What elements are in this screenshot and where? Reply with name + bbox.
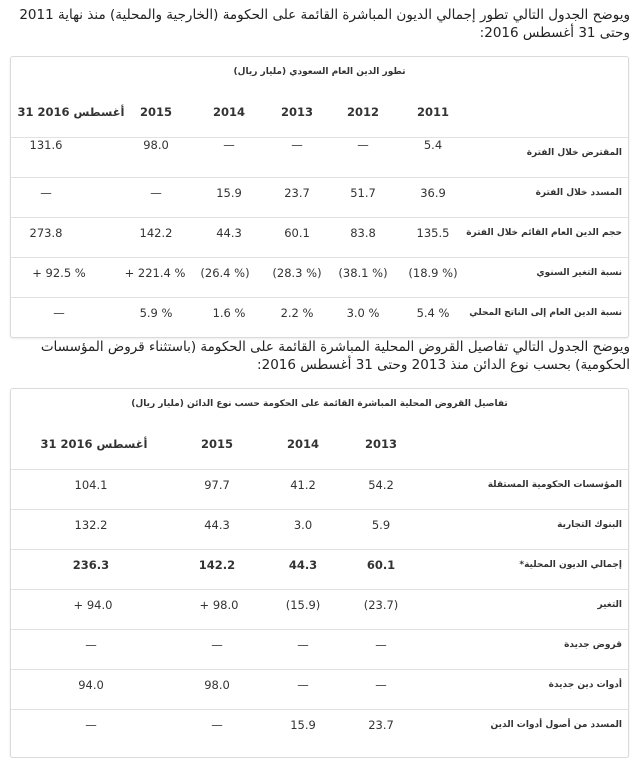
table-cell: 142.2 (198, 558, 236, 572)
paragraph-line: الحكومية) بحسب نوع الدائن منذ 2013 وحتى 31 أغسطس 2016: (257, 357, 630, 373)
row-label: التغير (597, 600, 622, 610)
paragraph-line: ويوضح الجدول التالي تفاصيل القروض المحلية المباشرة القائمة على الحكومة (باستثناء قروض المؤسسات (40, 339, 630, 355)
table-cell: + 92.5 % (32, 266, 86, 280)
table-cell: — (357, 138, 369, 152)
table-cell: — (211, 718, 223, 732)
column-header-aug-2016: 31 أغسطس 2016 (40, 437, 148, 451)
table-cell: 236.3 (72, 558, 110, 572)
table-cell: + 221.4 % (124, 266, 186, 280)
table-cell: 83.8 (350, 226, 376, 240)
table-cell: 273.8 (29, 226, 63, 240)
table-cell: — (375, 678, 387, 692)
row-label: إجمالي الديون المحلية* (519, 560, 622, 570)
column-header-2011: 2011 (416, 105, 449, 119)
table-cell: + 98.0 (199, 598, 239, 612)
table-cell: 131.6 (29, 138, 63, 152)
column-header-2012: 2012 (346, 105, 379, 119)
table-cell: 2.2 % (280, 306, 314, 320)
column-header-2014: 2014 (286, 437, 319, 451)
table-cell: 1.6 % (212, 306, 246, 320)
table-row (11, 589, 628, 630)
row-label: المسدد خلال الفترة (535, 188, 622, 198)
table-cell: (26.4 %) (200, 266, 250, 280)
table-cell: 98.0 (143, 138, 169, 152)
row-label: أدوات دين جديدة (548, 680, 622, 690)
row-label: حجم الدين العام القائم خلال الفترة (466, 228, 622, 238)
column-header-2015: 2015 (139, 105, 172, 119)
table-cell: — (223, 138, 235, 152)
table-cell: 23.7 (368, 718, 394, 732)
row-label: المقترض خلال الفترة (526, 148, 622, 158)
table-cell: — (375, 638, 387, 652)
table-cell: 44.3 (288, 558, 318, 572)
paragraph-domestic-loans-intro (10, 338, 630, 374)
column-header-2015: 2015 (200, 437, 233, 451)
table-row (11, 217, 628, 258)
table-cell: 135.5 (416, 226, 450, 240)
table-cell: — (211, 638, 223, 652)
column-header-2013: 2013 (280, 105, 313, 119)
table-cell: — (297, 638, 309, 652)
table-cell: 98.0 (204, 678, 230, 692)
table-cell: 51.7 (350, 186, 376, 200)
table-caption: تطور الدين العام السعودي (مليار ريال) (233, 67, 406, 77)
paragraph-debt-intro (10, 6, 630, 42)
table-cell: 60.1 (366, 558, 396, 572)
table-cell: — (40, 186, 52, 200)
table-cell: 104.1 (74, 478, 108, 492)
table-cell: 132.2 (74, 518, 108, 532)
table-cell: 60.1 (284, 226, 310, 240)
public-debt-table (10, 56, 629, 338)
table-cell: 3.0 (293, 518, 313, 532)
table-row (11, 257, 628, 298)
table-cell: — (291, 138, 303, 152)
column-header-aug-2016: 31 أغسطس 2016 (17, 105, 125, 119)
table-row (11, 509, 628, 550)
table-row (11, 469, 628, 510)
row-label: قروض جديدة (564, 640, 622, 650)
table-cell: 36.9 (420, 186, 446, 200)
table-cell: 44.3 (204, 518, 230, 532)
table-cell: (28.3 %) (272, 266, 322, 280)
table-cell: (15.9) (285, 598, 321, 612)
table-cell: 5.9 (371, 518, 391, 532)
table-cell: — (85, 638, 97, 652)
column-header-2013: 2013 (364, 437, 397, 451)
table-row (11, 669, 628, 710)
column-header-2014: 2014 (212, 105, 245, 119)
table-cell: — (85, 718, 97, 732)
table-row (11, 629, 628, 670)
row-label: نسبة التغير السنوي (536, 268, 622, 278)
paragraph-line: وحتى 31 أغسطس 2016: (479, 25, 630, 41)
table-cell: (23.7) (363, 598, 399, 612)
table-caption: تفاصيل القروض المحلية المباشرة القائمة على الحكومة حسب نوع الدائن (مليار ريال) (131, 399, 508, 409)
domestic-loans-table (10, 388, 629, 758)
table-cell: 15.9 (216, 186, 242, 200)
table-cell: 94.0 (78, 678, 104, 692)
table-row (11, 177, 628, 218)
table-cell: 23.7 (284, 186, 310, 200)
table-row-total (11, 549, 628, 590)
row-label: البنوك التجارية (557, 520, 622, 530)
row-label: نسبة الدين العام إلى الناتج المحلي (469, 308, 622, 318)
table-cell: — (297, 678, 309, 692)
table-cell: 5.4 % (416, 306, 450, 320)
table-cell: 54.2 (368, 478, 394, 492)
table-cell: (18.9 %) (408, 266, 458, 280)
table-cell: 97.7 (204, 478, 230, 492)
table-cell: 15.9 (290, 718, 316, 732)
table-cell: 5.9 % (139, 306, 173, 320)
table-row (11, 709, 628, 750)
table-cell: — (53, 306, 65, 320)
table-cell: (38.1 %) (338, 266, 388, 280)
table-row (11, 297, 628, 338)
table-cell: 142.2 (139, 226, 173, 240)
paragraph-line: ويوضح الجدول التالي تطور إجمالي الديون المباشرة القائمة على الحكومة (الخارجية والمحلية) منذ نهاية 2011 (19, 7, 630, 23)
table-cell: 5.4 (423, 138, 443, 152)
table-cell: 44.3 (216, 226, 242, 240)
table-cell: 3.0 % (346, 306, 380, 320)
row-label: المسدد من أصول أدوات الدين (490, 720, 622, 730)
row-label: المؤسسات الحكومية المستقلة (487, 480, 622, 490)
table-cell: — (150, 186, 162, 200)
table-cell: 41.2 (290, 478, 316, 492)
table-cell: + 94.0 (73, 598, 113, 612)
